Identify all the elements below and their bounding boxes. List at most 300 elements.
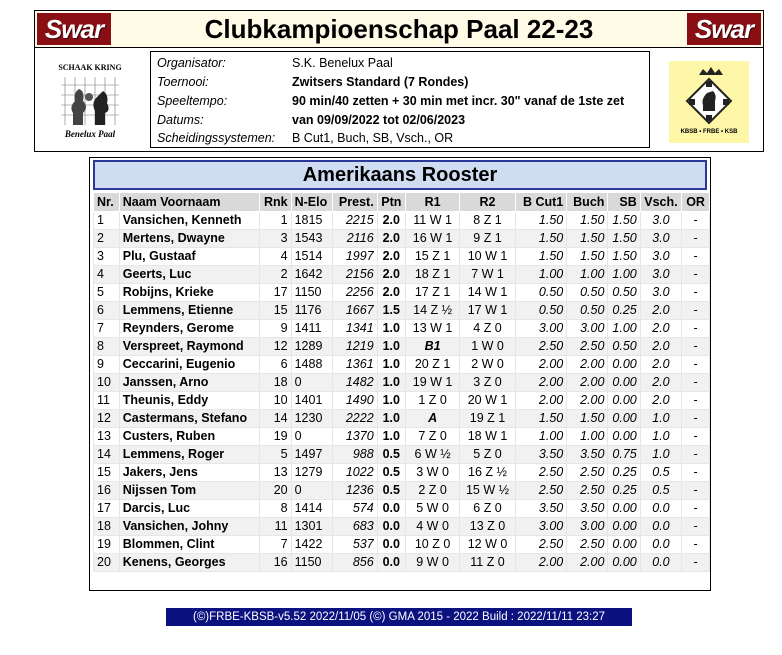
cell-r1: A (405, 410, 459, 428)
cell-vsch: 2.0 (640, 338, 681, 356)
cell-b-cut1: 3.50 (515, 446, 566, 464)
cell-nr: 2 (94, 230, 120, 248)
column-header-vsch: Vsch. (640, 193, 681, 212)
cell-r2: 12 W 0 (460, 536, 516, 554)
cell-prest: 1490 (333, 392, 377, 410)
cell-r1: 15 Z 1 (405, 248, 459, 266)
info-label: Speeltempo: (157, 94, 228, 108)
cell-nr: 9 (94, 356, 120, 374)
column-header-prest: Prest. (333, 193, 377, 212)
cell-prest: 2256 (333, 284, 377, 302)
cell-b-cut1: 0.50 (515, 302, 566, 320)
cell-vsch: 0.0 (640, 518, 681, 536)
cell-r2: 6 Z 0 (460, 500, 516, 518)
cell-r2: 3 Z 0 (460, 374, 516, 392)
cell-r2: 13 Z 0 (460, 518, 516, 536)
cell-or: - (682, 518, 710, 536)
cell-or: - (682, 284, 710, 302)
cell-nr: 8 (94, 338, 120, 356)
cell-vsch: 0.0 (640, 500, 681, 518)
cell-nr: 20 (94, 554, 120, 572)
table-row (94, 554, 710, 572)
cell-rnk: 8 (259, 500, 291, 518)
cell-buch: 1.00 (567, 428, 608, 446)
cell-prest: 2222 (333, 410, 377, 428)
cell-prest: 1219 (333, 338, 377, 356)
cell-sb: 0.00 (608, 374, 640, 392)
table-row (94, 248, 710, 266)
cell-vsch: 3.0 (640, 230, 681, 248)
cell-rnk: 19 (259, 428, 291, 446)
cell-r2: 16 Z ½ (460, 464, 516, 482)
cell-vsch: 3.0 (640, 284, 681, 302)
info-value: van 09/09/2022 tot 02/06/2023 (292, 113, 466, 127)
cell-vsch: 1.0 (640, 428, 681, 446)
cell-b-cut1: 2.50 (515, 536, 566, 554)
cell-ptn: 1.0 (377, 320, 405, 338)
cell-ptn: 0.5 (377, 482, 405, 500)
cell-nr: 3 (94, 248, 120, 266)
table-header-row (94, 193, 710, 212)
column-header-r1: R1 (405, 193, 459, 212)
cell-nr: 14 (94, 446, 120, 464)
cell-prest: 574 (333, 500, 377, 518)
cell-ptn: 2.0 (377, 284, 405, 302)
cell-buch: 2.50 (567, 482, 608, 500)
cell-nr: 5 (94, 284, 120, 302)
cell-buch: 1.50 (567, 230, 608, 248)
cell-rnk: 15 (259, 302, 291, 320)
cell-rnk: 13 (259, 464, 291, 482)
cell-nr: 1 (94, 212, 120, 230)
cell-rnk: 6 (259, 356, 291, 374)
club-logo-bottom-text: Benelux Paal (64, 129, 116, 139)
cell-n-elo: 0 (291, 428, 333, 446)
info-value: S.K. Benelux Paal (292, 56, 393, 70)
cell-b-cut1: 2.50 (515, 482, 566, 500)
cell-r1: B1 (405, 338, 459, 356)
cell-sb: 0.00 (608, 356, 640, 374)
cell-sb: 0.00 (608, 536, 640, 554)
info-value: B Cut1, Buch, SB, Vsch., OR (292, 131, 454, 145)
cell-or: - (682, 428, 710, 446)
cell-buch: 3.50 (567, 500, 608, 518)
cell-n-elo: 1642 (291, 266, 333, 284)
cell-ptn: 0.5 (377, 446, 405, 464)
cell-or: - (682, 212, 710, 230)
cell-rnk: 4 (259, 248, 291, 266)
cell-buch: 1.50 (567, 410, 608, 428)
table-row (94, 464, 710, 482)
cell-r1: 3 W 0 (405, 464, 459, 482)
cell-nr: 11 (94, 392, 120, 410)
cell-r2: 4 Z 0 (460, 320, 516, 338)
cell-buch: 2.50 (567, 338, 608, 356)
cell-sb: 0.75 (608, 446, 640, 464)
cell-buch: 2.00 (567, 356, 608, 374)
cell-rnk: 7 (259, 536, 291, 554)
cell-n-elo: 1414 (291, 500, 333, 518)
cell-vsch: 2.0 (640, 374, 681, 392)
cell-name: Nijssen Tom (119, 482, 259, 500)
cell-rnk: 12 (259, 338, 291, 356)
cell-name: Verspreet, Raymond (119, 338, 259, 356)
cell-r2: 11 Z 0 (460, 554, 516, 572)
cell-prest: 1667 (333, 302, 377, 320)
cell-vsch: 0.0 (640, 554, 681, 572)
cell-n-elo: 1176 (291, 302, 333, 320)
cell-buch: 1.50 (567, 212, 608, 230)
table-row (94, 392, 710, 410)
cell-or: - (682, 338, 710, 356)
cell-name: Darcis, Luc (119, 500, 259, 518)
cell-r2: 15 W ½ (460, 482, 516, 500)
cell-r2: 9 Z 1 (460, 230, 516, 248)
cell-nr: 4 (94, 266, 120, 284)
cell-vsch: 1.0 (640, 446, 681, 464)
cell-r1: 13 W 1 (405, 320, 459, 338)
cell-nr: 10 (94, 374, 120, 392)
cell-or: - (682, 446, 710, 464)
cell-sb: 0.50 (608, 338, 640, 356)
tournament-info (150, 51, 650, 148)
cell-b-cut1: 0.50 (515, 284, 566, 302)
table-row (94, 356, 710, 374)
cell-ptn: 0.0 (377, 536, 405, 554)
cell-nr: 7 (94, 320, 120, 338)
cell-r1: 20 Z 1 (405, 356, 459, 374)
cell-sb: 0.00 (608, 554, 640, 572)
cell-name: Plu, Gustaaf (119, 248, 259, 266)
column-header-sb: SB (608, 193, 640, 212)
cell-buch: 3.00 (567, 518, 608, 536)
cell-sb: 1.00 (608, 320, 640, 338)
cell-sb: 0.50 (608, 284, 640, 302)
cell-or: - (682, 536, 710, 554)
cell-ptn: 1.0 (377, 338, 405, 356)
cell-or: - (682, 230, 710, 248)
cell-nr: 12 (94, 410, 120, 428)
cell-name: Reynders, Gerome (119, 320, 259, 338)
cell-r1: 1 Z 0 (405, 392, 459, 410)
cell-nr: 15 (94, 464, 120, 482)
cell-buch: 2.00 (567, 392, 608, 410)
title-bar (35, 11, 763, 48)
page-title: Clubkampioenschap Paal 22-23 (204, 14, 594, 44)
cell-rnk: 17 (259, 284, 291, 302)
cell-prest: 1361 (333, 356, 377, 374)
cell-n-elo: 1543 (291, 230, 333, 248)
cell-r1: 14 Z ½ (405, 302, 459, 320)
column-header-n-elo: N-Elo (291, 193, 333, 212)
cell-r2: 5 Z 0 (460, 446, 516, 464)
cell-n-elo: 1514 (291, 248, 333, 266)
cell-nr: 6 (94, 302, 120, 320)
cell-sb: 0.00 (608, 428, 640, 446)
cell-b-cut1: 3.00 (515, 518, 566, 536)
cell-ptn: 1.0 (377, 392, 405, 410)
cell-name: Janssen, Arno (119, 374, 259, 392)
cell-b-cut1: 2.00 (515, 392, 566, 410)
cell-name: Castermans, Stefano (119, 410, 259, 428)
tournament-header (34, 10, 764, 152)
cell-rnk: 2 (259, 266, 291, 284)
cell-nr: 19 (94, 536, 120, 554)
cell-sb: 1.50 (608, 248, 640, 266)
cell-ptn: 1.0 (377, 356, 405, 374)
cell-ptn: 2.0 (377, 230, 405, 248)
cell-r1: 17 Z 1 (405, 284, 459, 302)
cell-or: - (682, 392, 710, 410)
cell-vsch: 3.0 (640, 248, 681, 266)
cell-n-elo: 0 (291, 374, 333, 392)
cell-or: - (682, 482, 710, 500)
cell-n-elo: 1150 (291, 284, 333, 302)
column-header-b-cut1: B Cut1 (515, 193, 566, 212)
cell-r1: 4 W 0 (405, 518, 459, 536)
cell-rnk: 5 (259, 446, 291, 464)
cell-buch: 2.00 (567, 554, 608, 572)
cell-n-elo: 0 (291, 482, 333, 500)
column-header-ptn: Ptn (377, 193, 405, 212)
cell-rnk: 20 (259, 482, 291, 500)
column-header-r2: R2 (460, 193, 516, 212)
cell-or: - (682, 374, 710, 392)
cell-n-elo: 1497 (291, 446, 333, 464)
table-row (94, 338, 710, 356)
club-logo (51, 61, 129, 143)
cell-r1: 6 W ½ (405, 446, 459, 464)
cell-name: Jakers, Jens (119, 464, 259, 482)
column-header-buch: Buch (567, 193, 608, 212)
cell-ptn: 1.0 (377, 374, 405, 392)
table-row (94, 320, 710, 338)
cell-buch: 3.50 (567, 446, 608, 464)
cell-ptn: 0.0 (377, 554, 405, 572)
cell-name: Lemmens, Roger (119, 446, 259, 464)
table-row (94, 302, 710, 320)
cell-nr: 17 (94, 500, 120, 518)
info-label: Toernooi: (157, 75, 209, 89)
cell-r2: 18 W 1 (460, 428, 516, 446)
cell-n-elo: 1230 (291, 410, 333, 428)
cell-name: Lemmens, Etienne (119, 302, 259, 320)
cell-ptn: 0.0 (377, 500, 405, 518)
cell-prest: 988 (333, 446, 377, 464)
cell-prest: 1022 (333, 464, 377, 482)
cell-r1: 7 Z 0 (405, 428, 459, 446)
cell-prest: 856 (333, 554, 377, 572)
cell-buch: 3.00 (567, 320, 608, 338)
cell-vsch: 3.0 (640, 212, 681, 230)
cell-rnk: 3 (259, 230, 291, 248)
cell-r1: 18 Z 1 (405, 266, 459, 284)
table-row (94, 446, 710, 464)
table-row (94, 500, 710, 518)
cell-prest: 2116 (333, 230, 377, 248)
cell-rnk: 14 (259, 410, 291, 428)
cell-r1: 5 W 0 (405, 500, 459, 518)
cell-ptn: 2.0 (377, 266, 405, 284)
cell-ptn: 0.0 (377, 518, 405, 536)
info-value: 90 min/40 zetten + 30 min met incr. 30" vanaf de 1ste zet (292, 94, 625, 108)
cell-prest: 1997 (333, 248, 377, 266)
cell-sb: 1.50 (608, 230, 640, 248)
cell-name: Robijns, Krieke (119, 284, 259, 302)
cell-prest: 1341 (333, 320, 377, 338)
kbsb-logo (669, 61, 749, 143)
cell-r1: 9 W 0 (405, 554, 459, 572)
cell-n-elo: 1815 (291, 212, 333, 230)
cell-name: Theunis, Eddy (119, 392, 259, 410)
cell-name: Custers, Ruben (119, 428, 259, 446)
info-label: Organisator: (157, 56, 226, 70)
table-row (94, 536, 710, 554)
cell-rnk: 1 (259, 212, 291, 230)
standings-table (93, 192, 710, 572)
cell-rnk: 9 (259, 320, 291, 338)
cell-name: Vansichen, Kenneth (119, 212, 259, 230)
footer-credits: (©)FRBE-KBSB-v5.52 2022/11/05 (©) GMA 2015 - 2022 Build : 2022/11/11 23:27 (166, 608, 632, 626)
cell-prest: 1482 (333, 374, 377, 392)
cell-r2: 19 Z 1 (460, 410, 516, 428)
cell-ptn: 1.0 (377, 428, 405, 446)
cell-name: Kenens, Georges (119, 554, 259, 572)
cell-r2: 8 Z 1 (460, 212, 516, 230)
cell-rnk: 11 (259, 518, 291, 536)
cell-sb: 0.00 (608, 410, 640, 428)
cell-r2: 14 W 1 (460, 284, 516, 302)
table-row (94, 518, 710, 536)
cell-b-cut1: 1.00 (515, 428, 566, 446)
cell-sb: 0.25 (608, 482, 640, 500)
cell-r1: 16 W 1 (405, 230, 459, 248)
cell-n-elo: 1401 (291, 392, 333, 410)
cell-vsch: 0.5 (640, 482, 681, 500)
cell-name: Ceccarini, Eugenio (119, 356, 259, 374)
cell-or: - (682, 302, 710, 320)
cell-rnk: 18 (259, 374, 291, 392)
cell-vsch: 0.5 (640, 464, 681, 482)
club-logo-top-text: SCHAAK KRING (58, 63, 122, 72)
kbsb-logo-text: KBSB • FRBE • KSB (680, 129, 738, 135)
cell-name: Vansichen, Johny (119, 518, 259, 536)
cell-or: - (682, 410, 710, 428)
cell-b-cut1: 1.50 (515, 410, 566, 428)
cell-b-cut1: 3.00 (515, 320, 566, 338)
cell-vsch: 0.0 (640, 536, 681, 554)
cell-b-cut1: 2.50 (515, 464, 566, 482)
cell-prest: 537 (333, 536, 377, 554)
cell-r2: 10 W 1 (460, 248, 516, 266)
info-label: Datums: (157, 113, 204, 127)
cell-prest: 683 (333, 518, 377, 536)
cell-ptn: 1.5 (377, 302, 405, 320)
cell-name: Mertens, Dwayne (119, 230, 259, 248)
cell-r2: 2 W 0 (460, 356, 516, 374)
cell-buch: 2.00 (567, 374, 608, 392)
info-label: Scheidingssystemen: (157, 131, 276, 145)
table-row (94, 284, 710, 302)
table-row (94, 212, 710, 230)
cell-vsch: 3.0 (640, 266, 681, 284)
cell-b-cut1: 1.50 (515, 248, 566, 266)
cell-nr: 13 (94, 428, 120, 446)
table-row (94, 428, 710, 446)
cell-r1: 19 W 1 (405, 374, 459, 392)
standings-panel (89, 157, 711, 591)
cell-b-cut1: 1.00 (515, 266, 566, 284)
cell-vsch: 2.0 (640, 302, 681, 320)
cell-name: Geerts, Luc (119, 266, 259, 284)
cell-ptn: 1.0 (377, 410, 405, 428)
cell-buch: 2.50 (567, 536, 608, 554)
cell-ptn: 0.5 (377, 464, 405, 482)
cell-name: Blommen, Clint (119, 536, 259, 554)
cell-prest: 1370 (333, 428, 377, 446)
cell-vsch: 2.0 (640, 320, 681, 338)
cell-sb: 1.50 (608, 212, 640, 230)
info-value: Zwitsers Standard (7 Rondes) (292, 75, 469, 89)
cell-ptn: 2.0 (377, 212, 405, 230)
cell-n-elo: 1488 (291, 356, 333, 374)
table-row (94, 482, 710, 500)
cell-b-cut1: 2.00 (515, 374, 566, 392)
cell-buch: 1.50 (567, 248, 608, 266)
cell-buch: 0.50 (567, 302, 608, 320)
cell-b-cut1: 1.50 (515, 212, 566, 230)
swar-logo-left: Swar (37, 13, 111, 45)
cell-ptn: 2.0 (377, 248, 405, 266)
cell-b-cut1: 2.00 (515, 356, 566, 374)
cell-r2: 17 W 1 (460, 302, 516, 320)
cell-or: - (682, 320, 710, 338)
cell-n-elo: 1150 (291, 554, 333, 572)
cell-sb: 0.25 (608, 464, 640, 482)
cell-vsch: 2.0 (640, 392, 681, 410)
cell-n-elo: 1422 (291, 536, 333, 554)
table-title: Amerikaans Rooster (93, 160, 707, 190)
cell-r1: 11 W 1 (405, 212, 459, 230)
table-row (94, 266, 710, 284)
cell-buch: 2.50 (567, 464, 608, 482)
table-row (94, 374, 710, 392)
cell-b-cut1: 2.50 (515, 338, 566, 356)
cell-or: - (682, 356, 710, 374)
cell-b-cut1: 3.50 (515, 500, 566, 518)
cell-or: - (682, 464, 710, 482)
column-header-nr: Nr. (94, 193, 120, 212)
swar-logo-right: Swar (687, 13, 761, 45)
cell-b-cut1: 1.50 (515, 230, 566, 248)
column-header-name: Naam Voornaam (119, 193, 259, 212)
cell-or: - (682, 248, 710, 266)
cell-r2: 20 W 1 (460, 392, 516, 410)
cell-n-elo: 1301 (291, 518, 333, 536)
cell-b-cut1: 2.00 (515, 554, 566, 572)
column-header-rnk: Rnk (259, 193, 291, 212)
table-row (94, 410, 710, 428)
cell-sb: 0.00 (608, 500, 640, 518)
cell-sb: 1.00 (608, 266, 640, 284)
cell-n-elo: 1279 (291, 464, 333, 482)
cell-or: - (682, 500, 710, 518)
cell-buch: 1.00 (567, 266, 608, 284)
cell-prest: 1236 (333, 482, 377, 500)
cell-nr: 18 (94, 518, 120, 536)
cell-prest: 2215 (333, 212, 377, 230)
cell-sb: 0.00 (608, 392, 640, 410)
